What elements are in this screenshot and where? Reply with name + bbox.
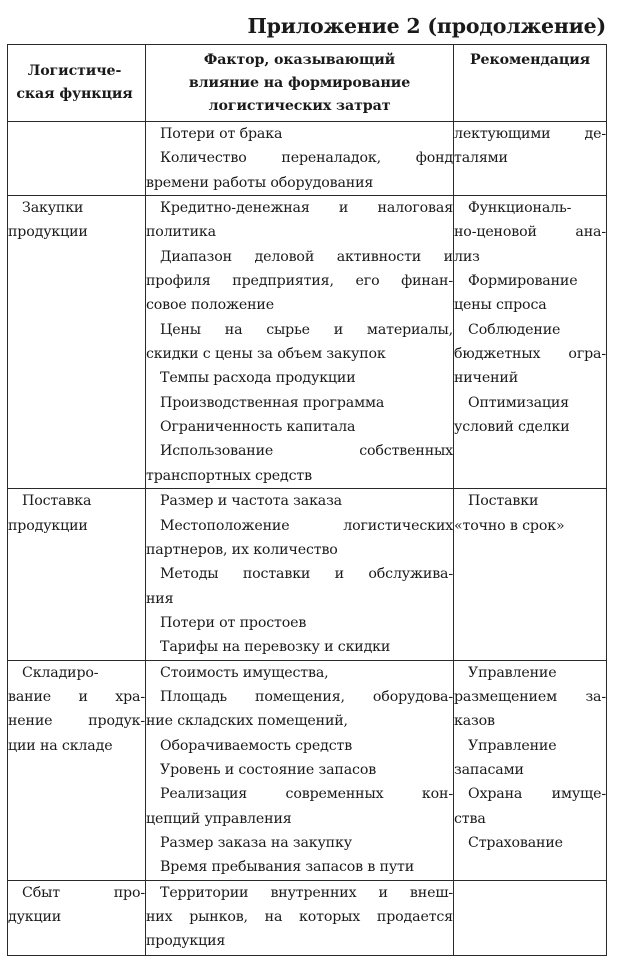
recommendation-line: но-ценовой ана-: [454, 224, 606, 241]
factor-line: политика: [146, 224, 216, 241]
function-line: нение продук-: [8, 713, 145, 730]
header-function-line: ская функция: [16, 86, 133, 102]
factor-line: Размер и частота заказа: [160, 493, 342, 510]
recommendation-line: размещением за-: [454, 688, 606, 705]
function-line: Складиро-: [22, 664, 99, 681]
factor-line: транспортных средств: [146, 467, 312, 484]
factor-line: них рынков, на которых продается: [146, 909, 453, 925]
factor-line: ния: [146, 590, 174, 607]
recommendation-line: Соблюдение: [468, 321, 561, 338]
factor-line: Диапазон деловой активности и: [160, 248, 453, 265]
factor-line: Территории внутренних и внеш-: [160, 884, 453, 901]
factor-line: Реализация современных кон-: [160, 786, 453, 803]
recommendation-line: Управление: [468, 737, 557, 754]
factor-line: продукция: [146, 933, 226, 950]
factor-cell: [146, 489, 454, 660]
factor-line: Методы поставки и обслужива-: [160, 566, 453, 583]
table-row: [8, 660, 607, 880]
recommendation-line: Страхование: [468, 834, 563, 851]
factor-line: ние складских помещений,: [146, 713, 348, 730]
factor-line: скидки с цены за объем закупок: [146, 346, 386, 363]
factor-line: Ограниченность капитала: [160, 419, 356, 436]
function-line: продукции: [8, 224, 88, 241]
recommendation-cell: [454, 660, 607, 880]
factor-line: Темпы расхода продукции: [160, 370, 356, 387]
function-cell: [8, 489, 146, 660]
factor-line: Использование собственных: [160, 443, 453, 460]
factor-cell: [146, 660, 454, 880]
recommendation-line: цены спроса: [454, 297, 547, 314]
recommendation-line: Охрана имуще-: [468, 786, 606, 803]
factor-line: Производственная программа: [160, 394, 385, 411]
factor-line: Потери от брака: [160, 126, 283, 142]
header-function: [8, 45, 146, 122]
header-factor-line: Фактор, оказывающий: [203, 51, 396, 68]
factor-cell: [146, 122, 454, 196]
factor-line: Размер заказа на закупку: [160, 834, 352, 851]
recommendation-line: «точно в срок»: [454, 517, 565, 534]
function-line: ции на складе: [8, 737, 113, 754]
recommendation-line: Поставки: [468, 493, 539, 510]
function-line: продукции: [8, 517, 88, 534]
recommendation-line: ства: [454, 810, 486, 827]
function-line: Сбыт про-: [22, 884, 145, 901]
recommendation-line: условий сделки: [454, 419, 570, 436]
recommendation-line: Формирование: [468, 273, 578, 290]
factor-line: Местоположение логистических: [160, 517, 453, 534]
table-row: [8, 489, 607, 660]
function-line: дукции: [8, 909, 62, 925]
factor-line: цепций управления: [146, 810, 292, 827]
factor-line: Оборачиваемость средств: [160, 737, 353, 754]
table-header-row: [8, 45, 607, 122]
page-title: Приложение 2 (продолжение): [247, 14, 606, 38]
logistics-cost-table: [7, 44, 607, 956]
recommendation-line: казов: [454, 713, 495, 730]
header-recommendation: Рекомендация: [454, 45, 607, 122]
header-factor: [146, 45, 454, 122]
factor-line: Площадь помещения, оборудова-: [160, 688, 453, 705]
function-line: вание и хра-: [8, 688, 145, 705]
factor-line: Цены на сырье и материалы,: [160, 321, 453, 338]
factor-line: Стоимость имущества,: [160, 664, 329, 681]
factor-line: Количество переналадок, фонд: [160, 150, 453, 167]
recommendation-line: запасами: [454, 761, 524, 778]
recommendation-line: лектующими де-: [454, 126, 606, 142]
table-row: [8, 880, 607, 955]
function-cell: [8, 660, 146, 880]
recommendation-line: Функциональ-: [468, 200, 572, 217]
factor-cell: [146, 196, 454, 489]
header-factor-line: влияние на формирование: [188, 74, 411, 91]
factor-line: партнеров, их количество: [146, 541, 338, 558]
recommendation-cell: [454, 122, 607, 196]
function-line: Поставка: [22, 493, 92, 510]
factor-line: Время пребывания запасов в пути: [160, 859, 415, 876]
recommendation-line: ничений: [454, 370, 519, 387]
header-function-line: Логистиче-: [27, 63, 122, 79]
factor-line: Кредитно-денежная и налоговая: [160, 200, 453, 217]
factor-line: Потери от простоев: [160, 614, 307, 631]
recommendation-line: лиз: [454, 248, 480, 265]
function-line: Закупки: [22, 200, 84, 217]
factor-line: времени работы оборудования: [146, 174, 374, 191]
table-row: [8, 196, 607, 489]
recommendation-line: Оптимизация: [468, 394, 569, 411]
table-row: [8, 122, 607, 196]
function-cell: [8, 880, 146, 955]
header-factor-line: логистических затрат: [208, 97, 391, 114]
factor-line: Тарифы на перевозку и скидки: [160, 639, 391, 656]
recommendation-line: Управление: [468, 664, 557, 681]
recommendation-cell: [454, 489, 607, 660]
recommendation-cell: [454, 880, 607, 955]
function-cell: [8, 122, 146, 196]
factor-line: совое положение: [146, 297, 274, 314]
recommendation-cell: [454, 196, 607, 489]
recommendation-line: талями: [454, 150, 508, 167]
function-cell: [8, 196, 146, 489]
recommendation-line: бюджетных огра-: [454, 346, 606, 363]
factor-line: Уровень и состояние запасов: [160, 761, 377, 778]
factor-line: профиля предприятия, его финан-: [146, 273, 453, 290]
factor-cell: [146, 880, 454, 955]
